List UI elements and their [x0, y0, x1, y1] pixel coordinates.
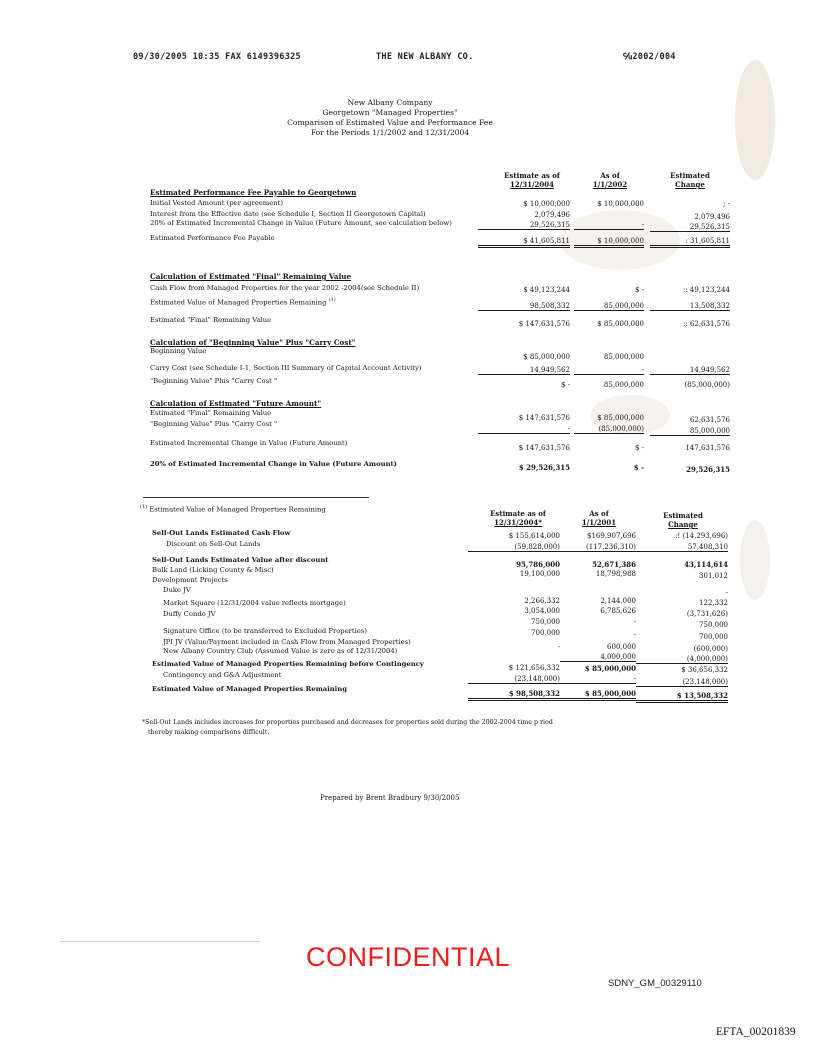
- fn-row-label: Contingency and G&A Adjustment: [163, 671, 282, 679]
- footnote-note: *Sell-Out Lands includes increases for properties purchased and decreases for properties sold during the 2002-2004 time p riod: [142, 719, 553, 726]
- row-value-as-of: $ 10,000,000: [574, 237, 644, 248]
- row-value-as-of: $ -: [634, 444, 644, 452]
- fn-row-change: (600,000): [693, 645, 728, 653]
- section-heading-future: Calculation of Estimated "Future Amount": [150, 399, 322, 408]
- col-header-estimate: Estimate as of 12/31/2004: [504, 171, 560, 189]
- row-value-as-of: 85,000,000: [603, 353, 644, 361]
- row-value-change: 62,631,576: [689, 416, 730, 424]
- fn-row-change: 122,332: [699, 599, 728, 607]
- row-value-estimate: $ 147,631,576: [518, 320, 570, 328]
- fn-col-header-estimate: Estimate as of 12/31/2004*: [490, 509, 546, 527]
- fn-row-label: Market Square (12/31/2004 value reflects mortgage): [163, 599, 346, 607]
- fn-row-estimate: 19,100,000: [519, 570, 560, 578]
- fn-row-as-of: 600,000: [607, 643, 636, 651]
- row-value-estimate: $ 49,123,244: [523, 286, 570, 294]
- bates-number: SDNY_GM_00329110: [608, 978, 702, 989]
- fn-row-estimate: $ 155,614,000: [508, 532, 560, 540]
- section-heading-beginning: Calculation of "Beginning Value" Plus "Carry Cost": [150, 338, 356, 347]
- fn-row-as-of: $169,907,696: [587, 532, 636, 540]
- col-header-as-of: As of 1/1/2002: [592, 171, 628, 189]
- fn-row-label: Bulk Land (Licking County & Misc): [152, 566, 274, 574]
- fn-row-change: $ 13,508,332: [636, 691, 728, 703]
- fn-row-label: Sell-Out Lands Estimated Value after discount: [152, 556, 329, 564]
- row-label: Initial Vested Amount (per agreement): [150, 199, 284, 207]
- fn-col-header-as-of: As of 1/1/2001: [581, 509, 617, 527]
- fn-row-estimate: -: [557, 643, 560, 651]
- fn-row-as-of: -: [633, 631, 636, 639]
- row-value-as-of: 85,000,000: [603, 381, 644, 389]
- row-value-estimate: $ 29,526,315: [518, 463, 570, 472]
- fn-row-label: Duffy Condo JV: [163, 610, 216, 618]
- row-label: "Beginning Value" Plus "Carry Cost ": [150, 377, 278, 385]
- fn-row-label: JPI JV (Value/Payment included in Cash Flow from Managed Properties): [163, 638, 411, 646]
- fn-row-label: Development Projects: [152, 576, 228, 584]
- row-value-estimate: $ 41,605,811: [478, 237, 570, 248]
- row-label: "Beginning Value" Plus "Carry Cost ": [150, 420, 278, 428]
- row-label: Cash Flow from Managed Properties for the year 2002 -2004(see Schedule II): [150, 284, 420, 292]
- confidential-stamp: CONFIDENTIAL: [305, 942, 511, 972]
- row-label: Carry Cost (see Schedule I-1, Section III Summary of Capital Account Activity): [150, 364, 422, 372]
- row-value-estimate: 14,949,562: [478, 366, 570, 375]
- row-label: Estimated Value of Managed Properties Remaining $^{(1)}$: [150, 297, 336, 307]
- fn-row-change: (4,000,000): [636, 655, 728, 664]
- row-value-estimate: -: [478, 425, 570, 434]
- fn-row-change: 750,000: [699, 621, 728, 629]
- row-value-estimate: $ 85,000,000: [523, 353, 570, 361]
- col-header-change: Estimated Change: [670, 171, 710, 189]
- fn-row-label: Duke JV: [163, 586, 191, 594]
- fn-row-as-of: $ 85,000,000: [584, 664, 636, 673]
- row-value-as-of: $ 85,000,000: [597, 320, 644, 328]
- footnote-title: $^{(1)}$ Estimated Value of Managed Properties Remaining: [140, 504, 326, 514]
- fn-row-as-of: (117,236,310): [560, 543, 636, 552]
- fn-row-estimate: 95,786,000: [516, 560, 560, 569]
- fn-row-estimate: 2,266,332: [524, 597, 560, 605]
- fn-row-change: $ 36,656,332: [681, 666, 728, 674]
- fn-row-label: Discount on Sell-Out Lands: [166, 540, 261, 548]
- row-value-as-of: $ -: [633, 463, 644, 472]
- row-label: 20% of Estimated Incremental Change in Value (Future Amount, see calculation below): [150, 219, 452, 227]
- fax-page: ℆2002/004: [623, 52, 676, 62]
- fn-row-as-of: $ 85,000,000: [560, 689, 636, 701]
- fn-row-as-of: -: [633, 618, 636, 626]
- fn-row-as-of: 18,798,988: [595, 570, 636, 578]
- title-line-4: For the Periods 1/1/2002 and 12/31/2004: [310, 128, 470, 137]
- fax-datetime: 09/30/2005 10:35 FAX 6149396325: [133, 52, 301, 62]
- fn-row-label: Estimated Value of Managed Properties Remaining before Contingency: [152, 660, 424, 668]
- fn-row-change: 57,408,310: [636, 543, 728, 552]
- fn-row-change: (3,731,626): [686, 610, 728, 618]
- fn-row-label: Estimated Value of Managed Properties Remaining: [152, 685, 347, 693]
- fn-row-label: Sell-Out Lands Estimated Cash Flow: [152, 529, 291, 537]
- fn-row-as-of: 2,144,000: [600, 597, 636, 605]
- fn-row-as-of: 52,671,386: [592, 560, 636, 569]
- title-line-2: Georgetown "Managed Properties": [322, 108, 458, 117]
- row-label: Beginning Value: [150, 347, 207, 355]
- row-value-as-of: -: [574, 366, 644, 375]
- scan-smudge: [735, 60, 775, 180]
- row-value-estimate: $ 10,000,000: [523, 200, 570, 208]
- fax-company: THE NEW ALBANY CO.: [376, 52, 474, 62]
- fn-row-estimate: (23,148,000): [468, 675, 560, 684]
- row-value-estimate: $ 147,631,576: [518, 414, 570, 422]
- row-value-as-of: 85,000,000: [574, 302, 644, 311]
- row-value-as-of: -: [574, 221, 644, 230]
- row-value-estimate: 98,508,332: [478, 302, 570, 311]
- row-value-change: 29,526,315: [686, 465, 730, 474]
- footnote-divider: [143, 497, 369, 498]
- fn-row-estimate: 750,000: [531, 618, 560, 626]
- row-label: Estimated Performance Fee Payable: [150, 234, 275, 242]
- row-value-change: 147,631,576: [685, 444, 730, 452]
- fn-row-change: :! (14,293,696): [675, 532, 728, 540]
- row-value-change: 2,079,496: [694, 213, 730, 221]
- row-label: Interest from the Effective date (see Schedule I, Section II Georgetown Capital): [150, 210, 426, 218]
- row-value-estimate: 2,079,496: [534, 211, 570, 219]
- fn-row-label: New Albany Country Club (Assumed Value is zero as of 12/31/2004): [163, 647, 398, 655]
- fn-row-change: 301,012: [699, 572, 728, 580]
- title-line-1: New Albany Company: [347, 98, 433, 107]
- row-value-change: ; -: [723, 200, 730, 208]
- fn-row-as-of: 6,785,626: [600, 607, 636, 615]
- row-label: 20% of Estimated Incremental Change in Value (Future Amount): [150, 460, 397, 468]
- row-value-estimate: 29,526,315: [478, 221, 570, 230]
- efta-id: EFTA_00201839: [716, 1026, 796, 1038]
- row-label: Estimated "Final" Remaining Value: [150, 409, 272, 417]
- row-value-as-of: (85,000,000): [574, 425, 644, 434]
- scan-smudge: [740, 520, 770, 600]
- fn-row-change: 43,114,614: [684, 560, 728, 569]
- row-value-estimate: $ -: [560, 381, 570, 389]
- row-value-change: (85,000,000): [684, 381, 730, 389]
- fn-row-as-of: 4,000,000: [560, 653, 636, 662]
- fn-row-as-of: -: [560, 675, 636, 684]
- row-value-change: :: 62,631,576: [682, 320, 730, 328]
- row-value-change: : 31,605,811: [650, 237, 730, 248]
- row-value-estimate: $ 147,631,576: [518, 444, 570, 452]
- fn-row-estimate: 700,000: [531, 629, 560, 637]
- fn-row-estimate: $ 98,508,332: [468, 689, 560, 701]
- fn-row-change: -: [725, 589, 728, 597]
- row-value-as-of: $ -: [634, 286, 644, 294]
- row-value-change: 29,526,315: [650, 223, 730, 232]
- fn-row-change: 700,000: [699, 633, 728, 641]
- title-line-3: Comparison of Estimated Value and Performance Fee: [287, 118, 493, 127]
- row-value-change: :: 49,123,244: [682, 286, 730, 294]
- row-value-change: 85,000,000: [650, 427, 730, 436]
- section-heading-fee: Estimated Performance Fee Payable to Georgetown: [150, 188, 357, 197]
- row-value-change: 13,508,332: [650, 302, 730, 311]
- fn-row-label: Signature Office (to be transferred to Excluded Properties): [163, 627, 367, 635]
- fn-row-estimate: $ 121,656,332: [508, 664, 560, 672]
- row-label: Estimated Incremental Change in Value (Future Amount): [150, 439, 348, 447]
- footnote-note-2: thereby making comparisons difficult.: [148, 729, 270, 736]
- doc-title: [200, 98, 580, 138]
- prepared-by: Prepared by Brent Bradbury 9/30/2005: [320, 794, 460, 802]
- fn-row-estimate: (59,828,000): [468, 543, 560, 552]
- fn-row-change: (23,148,000): [636, 678, 728, 687]
- fn-col-header-change: Estimated Change: [663, 511, 703, 529]
- section-heading-final: Calculation of Estimated "Final" Remaining Value: [150, 272, 352, 281]
- row-label: Estimated "Final" Remaining Value: [150, 316, 272, 324]
- row-value-as-of: $ 10,000,000: [597, 200, 644, 208]
- fn-row-estimate: 3,054,000: [524, 607, 560, 615]
- row-value-as-of: $ 85,000,000: [597, 414, 644, 422]
- row-value-change: 14,949,562: [650, 366, 730, 375]
